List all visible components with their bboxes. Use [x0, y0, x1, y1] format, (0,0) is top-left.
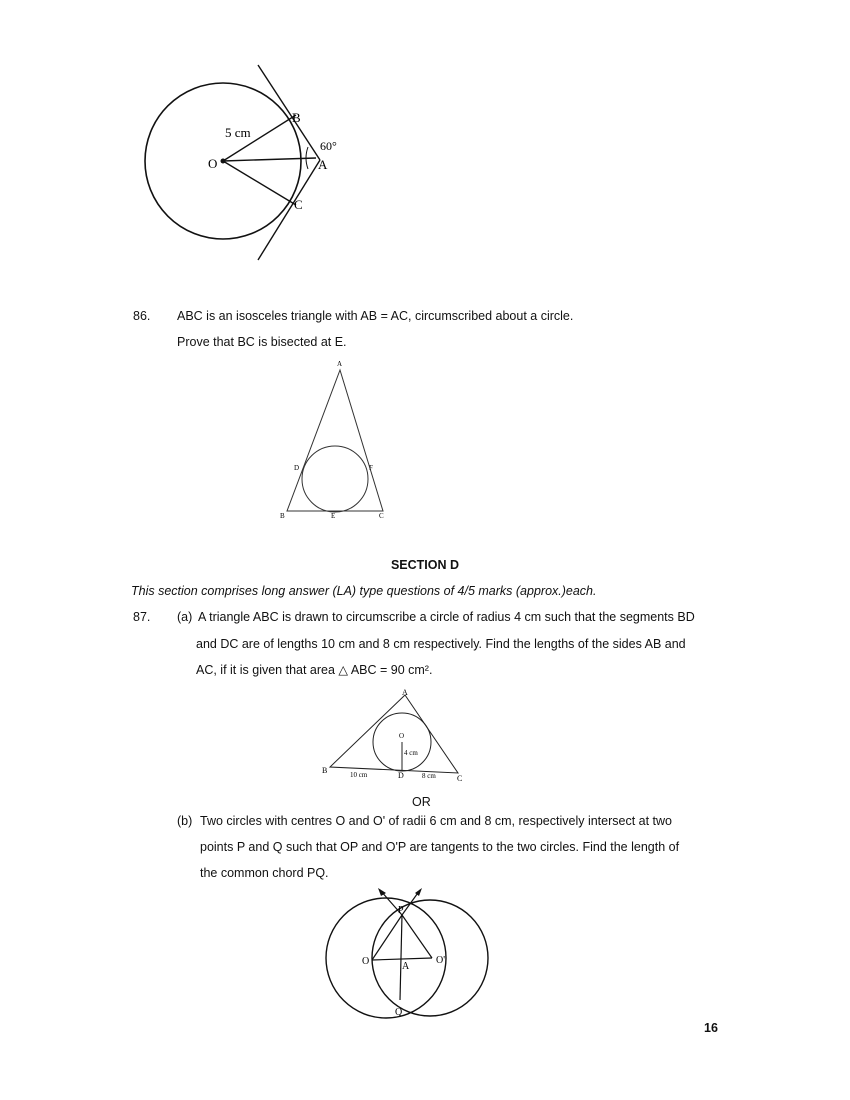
tangent-line-lower	[258, 160, 320, 260]
label-o-prime: O'	[436, 955, 446, 966]
label-c: C	[457, 774, 463, 783]
center-point	[221, 159, 226, 164]
label-o: O	[208, 156, 218, 171]
question-86-line2: Prove that BC is bisected at E.	[177, 335, 347, 349]
label-b: B	[322, 766, 328, 775]
figure-triangle-incircle	[315, 685, 475, 785]
label-o: O	[362, 956, 370, 967]
or-divider: OR	[412, 795, 431, 809]
label-r: 4 cm	[404, 749, 418, 757]
label-a: A	[337, 360, 343, 368]
label-bd: 10 cm	[350, 771, 368, 779]
part-b-line1: Two circles with centres O and O' of radii 6 cm and 8 cm, respectively intersect at two	[200, 814, 673, 828]
label-dc: 8 cm	[422, 772, 436, 780]
figure-isosceles-triangle	[275, 355, 395, 525]
segment-o2p	[402, 915, 432, 958]
segment-oo2	[372, 958, 432, 960]
label-c: C	[379, 512, 384, 520]
label-radius: 5 cm	[225, 125, 251, 140]
section-title: SECTION D	[390, 558, 460, 572]
part-a-line1: A triangle ABC is drawn to circumscribe a circle of radius 4 cm such that the segments BD	[198, 610, 695, 624]
label-o: O	[399, 732, 405, 740]
part-b-label: (b)	[177, 814, 193, 828]
segment-op	[372, 915, 402, 960]
label-b: B	[292, 110, 301, 125]
triangle-outline	[330, 695, 458, 773]
segment-oa	[223, 158, 316, 161]
figure-circle-tangents	[120, 55, 360, 275]
label-d: D	[398, 771, 404, 780]
segment-oc	[223, 161, 296, 205]
part-b-line3: the common chord PQ.	[200, 866, 329, 880]
label-f: F	[369, 464, 373, 472]
label-a: A	[402, 961, 410, 972]
label-e: E	[331, 512, 336, 520]
common-chord	[400, 915, 402, 1000]
label-a: A	[402, 688, 408, 697]
label-angle: 60°	[320, 139, 337, 153]
section-subtitle: This section comprises long answer (LA) type questions of 4/5 marks (approx.)each.	[131, 584, 597, 598]
part-a-line3: AC, if it is given that area △ ABC = 90 cm².	[196, 663, 433, 677]
question-number-87: 87.	[133, 610, 151, 624]
label-c: C	[294, 197, 303, 212]
label-a: A	[318, 157, 328, 172]
question-86-line1: ABC is an isosceles triangle with AB = AC, circumscribed about a circle.	[177, 309, 574, 323]
triangle-outline	[287, 370, 383, 511]
page-number: 16	[704, 1021, 718, 1035]
label-d: D	[294, 464, 300, 472]
question-number-86: 86.	[133, 309, 151, 323]
figure-intersecting-circles	[320, 885, 495, 1020]
label-b: B	[280, 512, 285, 520]
part-a-line2: and DC are of lengths 10 cm and 8 cm respectively. Find the lengths of the sides AB and	[196, 637, 686, 651]
incircle-outline	[302, 446, 368, 512]
tangent-line-upper	[258, 65, 320, 160]
part-b-line2: points P and Q such that OP and O'P are tangents to the two circles. Find the length of	[200, 840, 680, 854]
part-a-label: (a)	[177, 610, 193, 624]
label-q: Q	[395, 1007, 403, 1018]
label-p: P	[398, 905, 404, 916]
